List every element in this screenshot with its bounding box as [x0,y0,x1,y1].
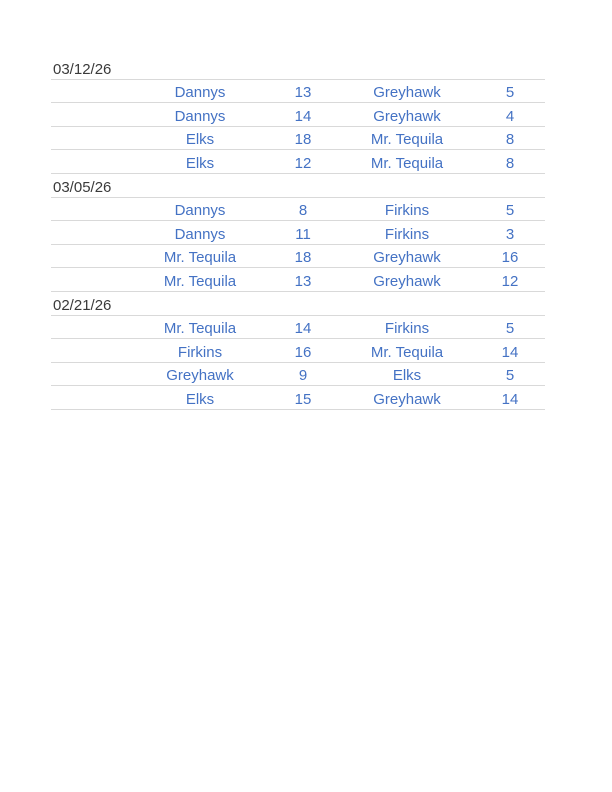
home-score: 14 [294,107,312,125]
away-score: 5 [505,202,515,220]
game-row [51,245,545,269]
home-score: 13 [294,84,312,102]
home-team: Dannys [174,107,226,125]
away-team: Mr. Tequila [370,343,444,361]
away-team: Greyhawk [373,249,441,267]
home-score: 13 [294,272,312,290]
home-team: Dannys [174,84,226,102]
game-row [51,386,545,410]
away-team: Elks [392,367,422,385]
away-score: 4 [505,107,515,125]
home-team: Dannys [174,225,226,243]
game-row [51,363,545,387]
away-score: 14 [501,390,519,408]
home-score: 8 [298,202,308,220]
game-date: 03/12/26 [53,60,112,78]
game-row [51,339,545,363]
game-date: 03/05/26 [53,178,112,196]
home-team: Mr. Tequila [163,249,237,267]
away-score: 16 [501,249,519,267]
away-team: Greyhawk [373,84,441,102]
home-score: 11 [295,225,311,243]
home-score: 18 [294,249,312,267]
game-row [51,198,545,222]
game-row [51,221,545,245]
game-row [51,316,545,340]
home-team: Mr. Tequila [163,272,237,290]
away-score: 8 [505,131,515,149]
away-team: Firkins [384,202,430,220]
home-score: 14 [294,320,312,338]
away-score: 5 [505,320,515,338]
home-team: Dannys [174,202,226,220]
home-score: 15 [294,390,312,408]
away-team: Firkins [384,225,430,243]
away-team: Greyhawk [373,272,441,290]
away-score: 5 [505,84,515,102]
home-team: Greyhawk [166,367,234,385]
home-team: Firkins [177,343,223,361]
date-row [51,292,545,316]
away-score: 5 [505,367,515,385]
away-score: 8 [505,154,515,172]
date-row [51,174,545,198]
game-row [51,80,545,104]
home-score: 12 [294,154,312,172]
away-team: Mr. Tequila [370,154,444,172]
away-team: Greyhawk [373,390,441,408]
home-score: 16 [294,343,312,361]
away-score: 12 [501,272,519,290]
game-row [51,150,545,174]
away-score: 3 [505,225,515,243]
game-row [51,103,545,127]
away-team: Greyhawk [373,107,441,125]
date-row [51,56,545,80]
home-team: Elks [185,154,215,172]
home-team: Elks [185,131,215,149]
home-team: Mr. Tequila [163,320,237,338]
game-row [51,268,545,292]
home-team: Elks [185,390,215,408]
away-team: Mr. Tequila [370,131,444,149]
away-team: Firkins [384,320,430,338]
game-date: 02/21/26 [53,296,112,314]
home-score: 18 [294,131,312,149]
home-score: 9 [298,367,308,385]
away-score: 14 [501,343,519,361]
game-row [51,127,545,151]
results-sheet [51,56,545,410]
